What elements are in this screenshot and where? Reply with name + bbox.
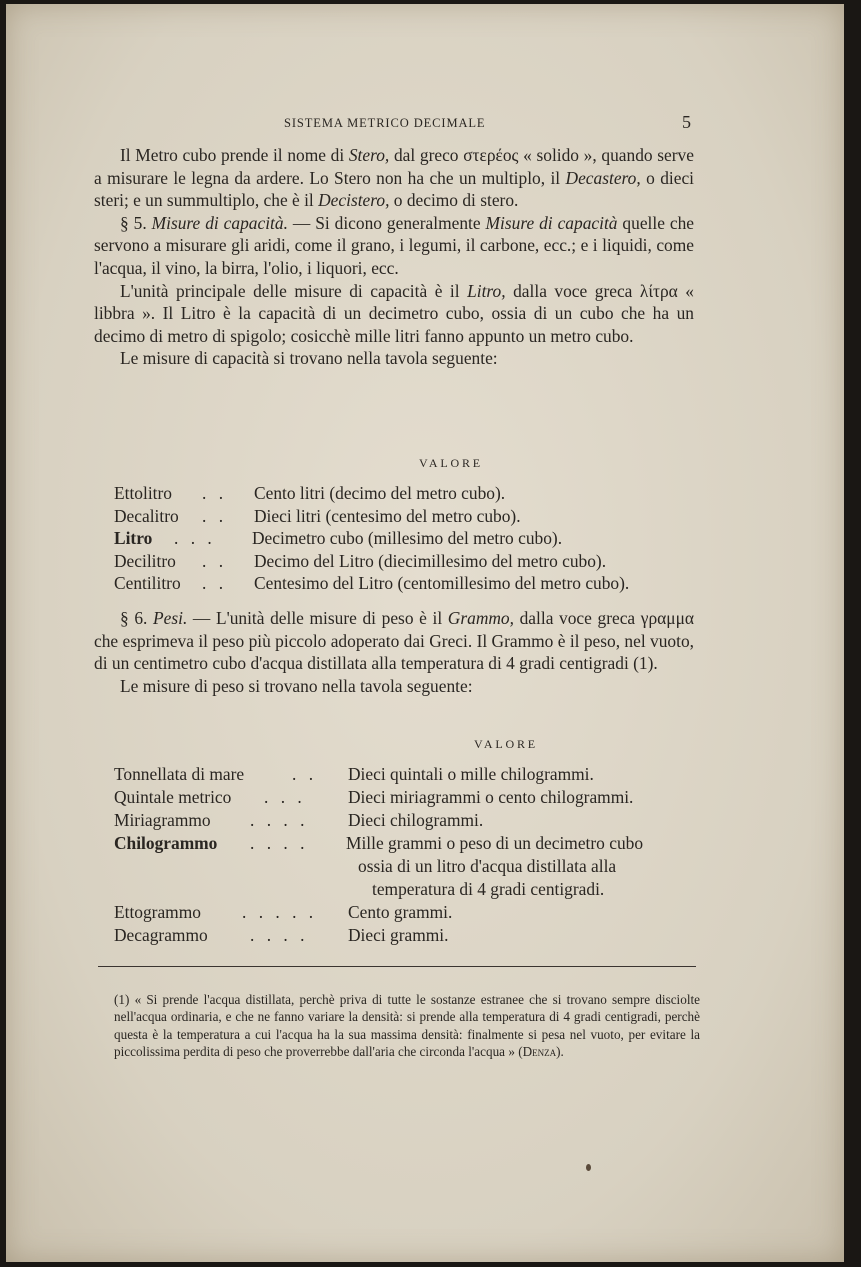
page-header	[6, 114, 844, 134]
row-value: Mille grammi o peso di un decimetro cubo	[346, 833, 644, 853]
table-row	[114, 786, 694, 808]
text-run: dalla voce greca	[513, 608, 641, 628]
row-term: Decagrammo	[114, 925, 208, 945]
row-value: Cento litri (decimo del metro cubo).	[254, 483, 506, 503]
leader-dots: . .	[202, 483, 228, 503]
row-term: Ettogrammo	[114, 902, 201, 922]
text-run: — Si dicono generalmente	[287, 212, 486, 233]
row-term: Chilogrammo	[114, 833, 218, 853]
leader-dots: . . . .	[250, 925, 309, 945]
text-run: L'unità principale delle misure di capacità è il	[120, 280, 468, 301]
text-run: « solido », quando serve a misurare le legna da ardere. Lo Stero non ha che un multiplo, il	[94, 145, 694, 188]
running-head: SISTEMA METRICO DECIMALE	[284, 116, 486, 130]
text-run: che esprimeva il peso più piccolo adoperato dai Greci. Il Grammo è il peso, nel vuoto, di un centimetro cubo d'acqua distillata alla temperatura di 4 gradi centigradi (1).	[94, 630, 694, 674]
leader-dots: . . .	[174, 528, 216, 549]
footnote-rule	[98, 966, 696, 967]
paragraph-section-5	[94, 212, 694, 280]
table-row	[114, 572, 694, 594]
body-text-middle	[94, 607, 694, 697]
section-number: § 5.	[120, 212, 152, 233]
text-run: quelle che servono a misurare gli aridi, come il grano, i legumi, il carbone, ecc.; e i liquidi, come l'acqua, il vino, la birra, l'olio, i liquori, ecc.	[94, 212, 695, 278]
row-term: Decalitro	[114, 505, 179, 526]
row-value: Decimo del Litro (diecimillesimo del metro cubo).	[254, 550, 607, 571]
paragraph-table-intro-2: Le misure di peso si trovano nella tavola seguente:	[120, 675, 473, 696]
text-run: — L'unità delle misure di peso è il	[187, 608, 448, 628]
text-run: dalla voce greca	[505, 280, 640, 301]
row-value: Cento grammi.	[348, 902, 453, 922]
leader-dots: . . . .	[250, 810, 309, 830]
footnote-author: Denza	[522, 1044, 557, 1060]
leader-dots: . . . . .	[242, 902, 318, 922]
table-row	[114, 901, 694, 923]
greek-word: γραμμα	[640, 608, 694, 628]
page-number: 5	[682, 112, 691, 132]
row-term: Ettolitro	[114, 483, 172, 503]
row-term: Decilitro	[114, 550, 176, 571]
section-title: Pesi.	[153, 608, 188, 628]
term-decistero: Decistero,	[318, 190, 390, 211]
table-row	[114, 878, 694, 900]
table-row	[114, 809, 694, 831]
table-row	[114, 763, 694, 785]
row-term: Centilitro	[114, 573, 181, 594]
table1-header: VALORE	[419, 456, 483, 470]
leader-dots: . .	[202, 573, 228, 594]
term-stero: Stero,	[348, 145, 390, 165]
text-run: o dieci steri; e un summultiplo, che è il	[94, 167, 695, 211]
book-page	[6, 4, 844, 1262]
term-grammo: Grammo,	[447, 608, 514, 628]
greek-word: στερέος	[463, 145, 519, 165]
paragraph-stero	[94, 144, 694, 212]
row-term: Litro	[114, 528, 153, 549]
footnote	[114, 991, 700, 1061]
text-run: dal greco	[389, 145, 464, 165]
paragraph-section-6	[94, 607, 694, 675]
term-misure-capacita: Misure di capacità	[485, 212, 618, 233]
leader-dots: . .	[202, 550, 228, 571]
leader-dots: . . .	[264, 787, 306, 807]
row-value: Dieci litri (centesimo del metro cubo).	[254, 505, 521, 526]
row-value: ossia di un litro d'acqua distillata alla	[358, 856, 617, 876]
row-value: Dieci miriagrammi o cento chilogrammi.	[348, 787, 634, 807]
leader-dots: . .	[202, 505, 228, 526]
table-row	[114, 527, 694, 549]
greek-word: λίτρα	[639, 280, 678, 301]
term-decastero: Decastero,	[565, 167, 641, 188]
footnote-end: ).	[556, 1044, 564, 1060]
paragraph-litro	[94, 280, 694, 348]
text-run: « libbra ». Il Litro è la capacità di un decimetro cubo, ossia di un cubo che ha un decimo di metro di spigolo; cosicchè mille litri fanno appunto un metro cubo.	[94, 280, 694, 346]
row-value: Dieci chilogrammi.	[348, 810, 484, 830]
footnote-text: (1) « Si prende l'acqua distillata, perchè priva di tutte le sostanze estranee che si trovano sempre disciolte nell'acqua ordinaria, e che ne fanno variare la densità: si prende alla temperatura di 4 gradi centigradi, perchè questa è la temperatura a cui l'acqua ha la sua massima densità: finalmente si pesa nel vuoto, per evitare la piccolissima perdita di peso che proverrebbe dall'aria che circonda l'acqua » (	[114, 992, 700, 1060]
row-term: Tonnellata di mare	[114, 764, 245, 784]
table-row	[114, 482, 694, 504]
row-term: Miriagrammo	[114, 810, 211, 830]
paragraph-table-intro-1: Le misure di capacità si trovano nella tavola seguente:	[120, 348, 498, 369]
table-row	[114, 832, 694, 854]
row-value: Dieci grammi.	[348, 925, 449, 945]
section-number: § 6.	[120, 608, 153, 628]
row-term: Quintale metrico	[114, 787, 232, 807]
leader-dots: . .	[292, 764, 318, 784]
text-run: o decimo di stero.	[389, 190, 519, 211]
row-value: Dieci quintali o mille chilogrammi.	[348, 764, 594, 784]
body-text-top	[94, 144, 694, 370]
table-row	[114, 924, 694, 946]
paper-speck	[586, 1164, 591, 1171]
section-title: Misure di capacità.	[151, 212, 288, 233]
row-value: Centesimo del Litro (centomillesimo del metro cubo).	[254, 573, 630, 594]
row-value: temperatura di 4 gradi centigradi.	[372, 879, 605, 899]
table-row	[114, 505, 694, 527]
term-litro: Litro,	[467, 280, 506, 301]
table-row	[114, 550, 694, 572]
table-row	[114, 855, 694, 877]
table2-header: VALORE	[474, 737, 538, 751]
row-value: Decimetro cubo (millesimo del metro cubo).	[252, 528, 563, 549]
text-run: Il Metro cubo prende il nome di	[120, 145, 349, 165]
leader-dots: . . . .	[250, 833, 309, 853]
